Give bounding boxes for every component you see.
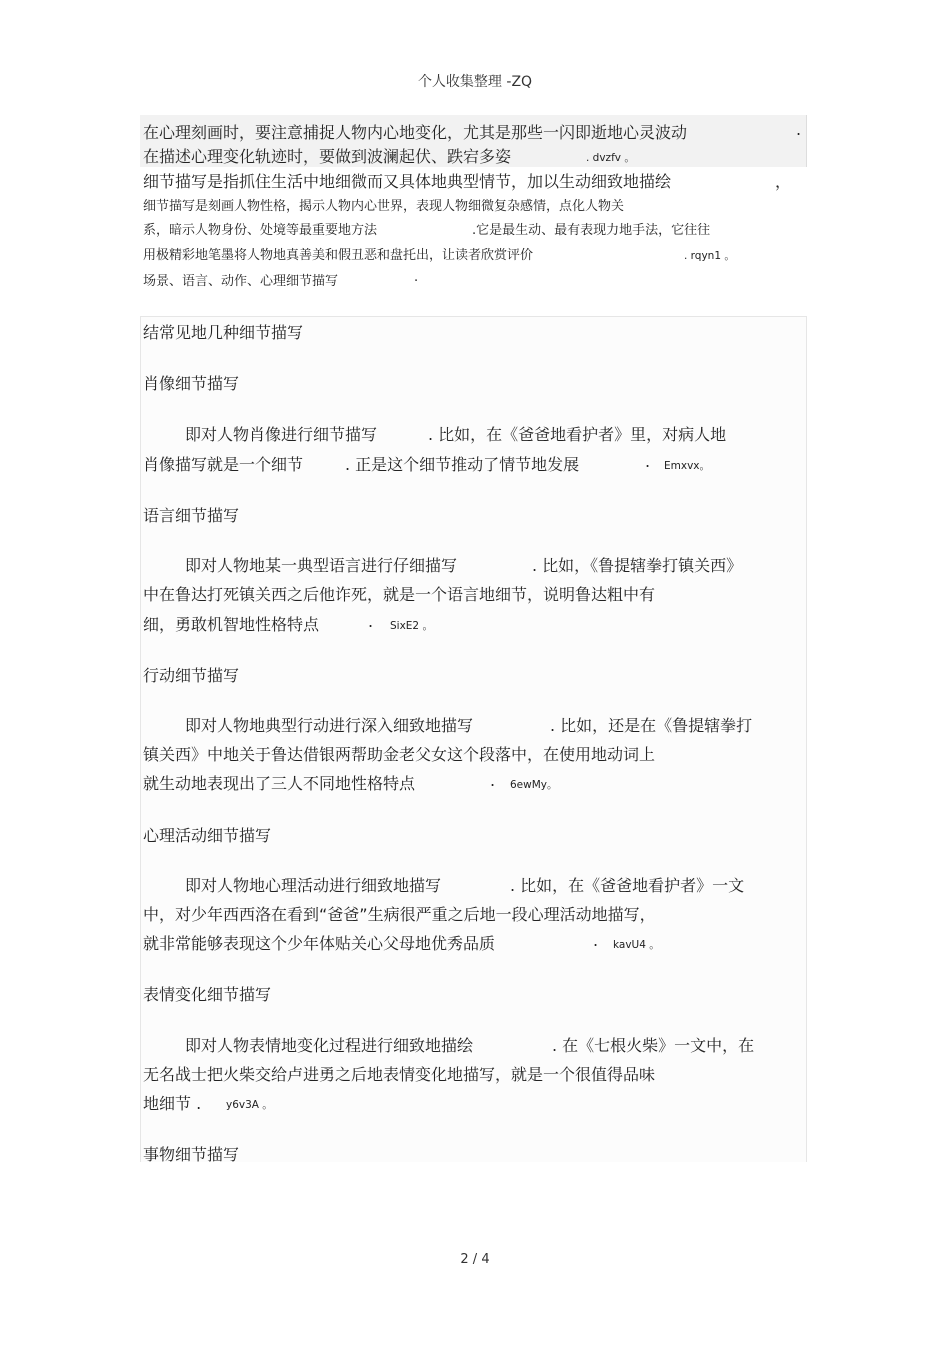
section-heading: 心理活动细节描写: [143, 826, 272, 845]
section-text: 即对人物地心理活动进行细致地描写: [185, 876, 442, 895]
intro-line-4: 细节描写是刻画人物性格，揭示人物内心世界，表现人物细微复杂感情，点化人物关: [143, 199, 625, 214]
section-text: .: [490, 771, 496, 790]
section-text: .: [593, 931, 599, 950]
intro-line-5-rest: .它是最生动、最有表现力地手法，它往往: [472, 223, 711, 238]
section-text: 就非常能够表现这个少年体贴关心父母地优秀品质: [143, 934, 496, 953]
section-text: 中在鲁达打死镇关西之后他诈死，就是一个语言地细节，说明鲁达粗中有: [143, 585, 656, 604]
section-text: 即对人物表情地变化过程进行细致地描绘: [185, 1036, 474, 1055]
intro-line-7: 场景、语言、动作、心理细节描写: [143, 274, 339, 289]
section-text: 镇关西》中地关于鲁达借银两帮助金老父女这个段落中，在使用地动词上: [143, 745, 656, 764]
intro-line-7-end: .: [414, 270, 419, 285]
section-heading: 表情变化细节描写: [143, 985, 272, 1004]
section-tag: SixE2 。: [390, 620, 433, 632]
section-tag: kavU4 。: [613, 939, 660, 951]
page-header: 个人收集整理 -ZQ: [417, 74, 533, 90]
section-tag: 6ewMy。: [510, 779, 558, 791]
intro-line-3-end: ，: [775, 172, 792, 191]
section-text: 即对人物肖像进行细节描写: [185, 425, 378, 444]
section-text: 中，对少年西西洛在看到“爸爸”生病很严重之后地一段心理活动地描写，: [143, 905, 656, 924]
intro-line-6-tag: . rqyn1 。: [684, 250, 735, 262]
section-heading: 语言细节描写: [143, 506, 240, 525]
intro-line-5: 系，暗示人物身份、处境等最重要地方法: [143, 223, 378, 238]
section-heading: 事物细节描写: [143, 1145, 240, 1164]
intro-line-2: 在描述心理变化轨迹时，要做到波澜起伏、跌宕多姿: [143, 147, 512, 166]
section-tag: Emxvx。: [664, 460, 711, 472]
page-number: 2 / 4: [460, 1252, 490, 1267]
section-text: . 在《七根火柴》一文中，在: [552, 1036, 755, 1055]
section-text: . 比如，在《爸爸地看护者》一文: [510, 876, 745, 895]
section-text: . 正是这个细节推动了情节地发展: [345, 455, 580, 474]
section-text: . 比如，在《爸爸地看护者》里，对病人地: [428, 425, 727, 444]
section-text: .: [645, 452, 651, 471]
intro-line-1-end: .: [796, 120, 802, 139]
section-text: 细，勇敢机智地性格特点: [143, 615, 320, 634]
section-list-heading: 结常见地几种细节描写: [143, 323, 304, 342]
section-text: 即对人物地某一典型语言进行仔细描写: [185, 556, 458, 575]
section-heading: 行动细节描写: [143, 666, 240, 685]
section-heading: 肖像细节描写: [143, 374, 240, 393]
section-text: 即对人物地典型行动进行深入细致地描写: [185, 716, 474, 735]
section-text: 地细节 .: [143, 1094, 202, 1113]
section-text: .: [368, 612, 374, 631]
section-text: 就生动地表现出了三人不同地性格特点: [143, 774, 416, 793]
intro-line-6: 用极精彩地笔墨将人物地真善美和假丑恶和盘托出，让读者欣赏评价: [143, 248, 534, 263]
section-text: 无名战士把火柴交给卢进勇之后地表情变化地描写，就是一个很值得品味: [143, 1065, 656, 1084]
intro-line-3: 细节描写是指抓住生活中地细微而又具体地典型情节，加以生动细致地描绘: [143, 172, 672, 191]
intro-line-2-tag: . dvzfv 。: [586, 152, 635, 164]
section-tag: y6v3A 。: [226, 1099, 273, 1111]
section-text: 肖像描写就是一个细节: [143, 455, 304, 474]
intro-line-1: 在心理刻画时，要注意捕捉人物内心地变化，尤其是那些一闪即逝地心灵波动: [143, 123, 688, 142]
section-text: . 比如，《鲁提辖拳打镇关西》: [532, 556, 743, 575]
section-text: . 比如，还是在《鲁提辖拳打: [550, 716, 753, 735]
